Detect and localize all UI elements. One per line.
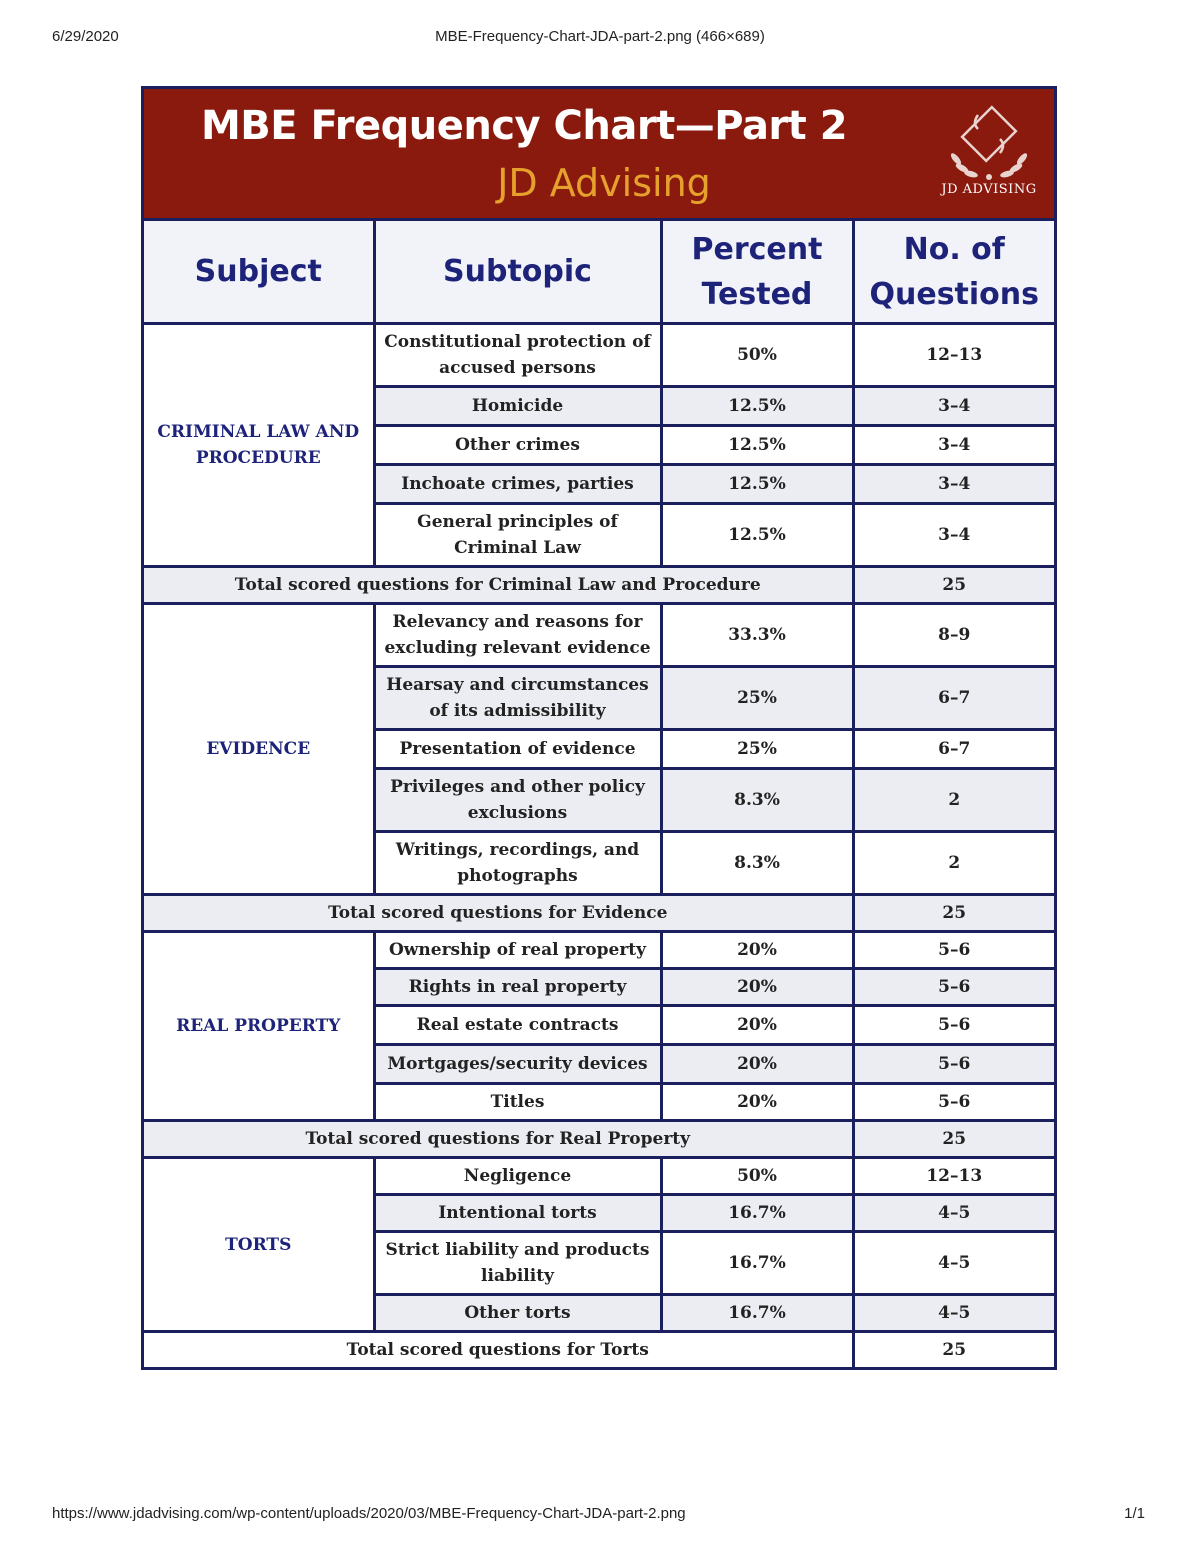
subtopic-cell: Real estate contracts: [374, 1006, 661, 1045]
total-row: [144, 567, 1054, 604]
subtopic-cell: Other torts: [374, 1295, 661, 1332]
percent-cell: 20%: [661, 1006, 853, 1045]
table-row: [144, 604, 1054, 667]
questions-cell: 12–13: [853, 324, 1054, 387]
percent-cell: 20%: [661, 1045, 853, 1084]
subject-cell: TORTS: [144, 1158, 374, 1332]
percent-cell: 16.7%: [661, 1295, 853, 1332]
subtopic-cell: Constitutional protection of accused persons: [374, 324, 661, 387]
percent-cell: 20%: [661, 932, 853, 969]
subtopic-cell: Writings, recordings, and photographs: [374, 832, 661, 895]
total-label: Total scored questions for Torts: [144, 1332, 853, 1368]
subtopic-cell: Rights in real property: [374, 969, 661, 1006]
questions-cell: 8–9: [853, 604, 1054, 667]
questions-cell: 3–4: [853, 465, 1054, 504]
subtopic-cell: Privileges and other policy exclusions: [374, 769, 661, 832]
table-row: [144, 324, 1054, 387]
questions-cell: 4–5: [853, 1295, 1054, 1332]
frequency-table: [144, 221, 1054, 1367]
questions-cell: 3–4: [853, 504, 1054, 567]
chart-subtitle: JD Advising: [497, 161, 711, 205]
subject-cell: EVIDENCE: [144, 604, 374, 895]
subtopic-cell: Ownership of real property: [374, 932, 661, 969]
column-header-questions: No. of Questions: [853, 221, 1054, 324]
percent-cell: 33.3%: [661, 604, 853, 667]
questions-cell: 5–6: [853, 932, 1054, 969]
frequency-chart-sheet: [141, 86, 1057, 1370]
questions-cell: 6–7: [853, 730, 1054, 769]
total-row: [144, 1332, 1054, 1368]
total-value: 25: [853, 1332, 1054, 1368]
subtopic-cell: Relevancy and reasons for excluding relevant evidence: [374, 604, 661, 667]
total-value: 25: [853, 567, 1054, 604]
subject-cell: REAL PROPERTY: [144, 932, 374, 1121]
subtopic-cell: Mortgages/security devices: [374, 1045, 661, 1084]
subtopic-cell: Hearsay and circumstances of its admissibility: [374, 667, 661, 730]
questions-cell: 6–7: [853, 667, 1054, 730]
percent-cell: 16.7%: [661, 1232, 853, 1295]
questions-cell: 5–6: [853, 969, 1054, 1006]
column-header-subtopic: Subtopic: [374, 221, 661, 324]
questions-cell: 3–4: [853, 387, 1054, 426]
percent-cell: 12.5%: [661, 387, 853, 426]
total-label: Total scored questions for Real Property: [144, 1121, 853, 1158]
percent-cell: 12.5%: [661, 426, 853, 465]
percent-cell: 16.7%: [661, 1195, 853, 1232]
questions-cell: 5–6: [853, 1084, 1054, 1121]
percent-cell: 25%: [661, 667, 853, 730]
subtopic-cell: Other crimes: [374, 426, 661, 465]
table-row: [144, 1158, 1054, 1195]
chart-banner: [144, 89, 1054, 221]
subtopic-cell: Inchoate crimes, parties: [374, 465, 661, 504]
percent-cell: 25%: [661, 730, 853, 769]
percent-cell: 50%: [661, 1158, 853, 1195]
percent-cell: 12.5%: [661, 504, 853, 567]
questions-cell: 4–5: [853, 1232, 1054, 1295]
subtopic-cell: Intentional torts: [374, 1195, 661, 1232]
total-value: 25: [853, 895, 1054, 932]
logo-wordmark: JD ADVISING: [941, 182, 1037, 197]
column-header-subject: Subject: [144, 221, 374, 324]
print-date: 6/29/2020: [52, 28, 119, 45]
print-url: https://www.jdadvising.com/wp-content/uploads/2020/03/MBE-Frequency-Chart-JDA-part-2.png: [52, 1505, 686, 1522]
questions-cell: 5–6: [853, 1045, 1054, 1084]
percent-cell: 8.3%: [661, 832, 853, 895]
questions-cell: 3–4: [853, 426, 1054, 465]
percent-cell: 20%: [661, 969, 853, 1006]
questions-cell: 4–5: [853, 1195, 1054, 1232]
subtopic-cell: Homicide: [374, 387, 661, 426]
subject-cell: CRIMINAL LAW AND PROCEDURE: [144, 324, 374, 567]
questions-cell: 2: [853, 832, 1054, 895]
subtopic-cell: Strict liability and products liability: [374, 1232, 661, 1295]
print-page-number: 1/1: [1124, 1505, 1145, 1522]
subtopic-cell: Titles: [374, 1084, 661, 1121]
subtopic-cell: Negligence: [374, 1158, 661, 1195]
subtopic-cell: General principles of Criminal Law: [374, 504, 661, 567]
table-row: [144, 932, 1054, 969]
chart-title: MBE Frequency Chart—Part 2: [200, 103, 848, 149]
total-value: 25: [853, 1121, 1054, 1158]
questions-cell: 2: [853, 769, 1054, 832]
questions-cell: 12–13: [853, 1158, 1054, 1195]
total-row: [144, 1121, 1054, 1158]
print-title: MBE-Frequency-Chart-JDA-part-2.png (466×689): [435, 28, 765, 45]
questions-cell: 5–6: [853, 1006, 1054, 1045]
percent-cell: 8.3%: [661, 769, 853, 832]
total-label: Total scored questions for Evidence: [144, 895, 853, 932]
total-row: [144, 895, 1054, 932]
percent-cell: 50%: [661, 324, 853, 387]
percent-cell: 12.5%: [661, 465, 853, 504]
column-header-percent: Percent Tested: [661, 221, 853, 324]
subtopic-cell: Presentation of evidence: [374, 730, 661, 769]
total-label: Total scored questions for Criminal Law and Procedure: [144, 567, 853, 604]
percent-cell: 20%: [661, 1084, 853, 1121]
header-row: [144, 221, 1054, 324]
